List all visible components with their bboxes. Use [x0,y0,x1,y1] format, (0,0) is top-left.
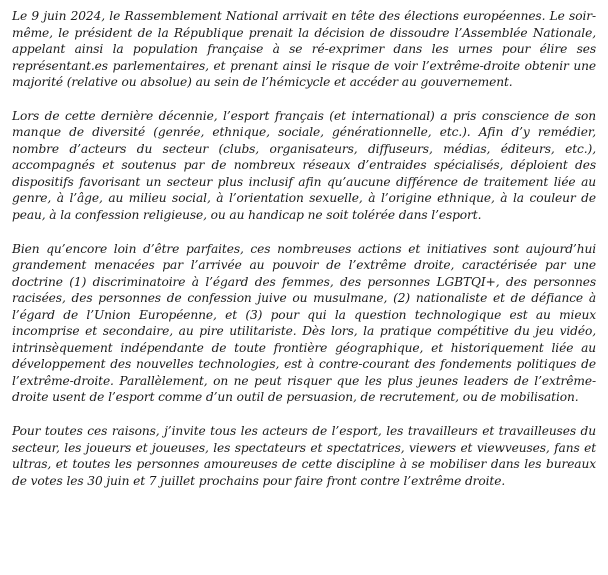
paragraph-call-to-action: Pour toutes ces raisons, j’invite tous les acteurs de l’esport, les travailleurs et travailleuses du secteur, les joueurs et joueuses, les spectateurs et spectatrices, viewers et viewveuses, fans et ultras, et toutes les personnes amoureuses de cette discipline à se mobiliser dans les bureaux de votes les 30 juin et 7 juillet prochains pour faire front contre l’extrême droite. [12,424,596,488]
paragraph-election-context: Le 9 juin 2024, le Rassemblement National arrivait en tête des élections européennes. Le soir-même, le président de la République prenait la décision de dissoudre l’Assemblée Nationale, appelant ainsi la population française à se ré-exprimer dans les urnes pour élire ses représentant.es parlementaires, et prenant ainsi le risque de voir l’extrême-droite obtenir une majorité (relative ou absolue) au sein de l’hémicycle et accéder au gouvernement. [12,9,596,90]
paragraph-esport-diversity: Lors de cette dernière décennie, l’esport français (et international) a pris conscience de son manque de diversité (genrée, ethnique, sociale, générationnelle, etc.). Afin d’y remédier, nombre d’acteurs du secteur (clubs, organisateurs, diffuseurs, médias, éditeurs, etc.), accompagnés et soutenus par de nombreux réseaux d’entraides spécialisés, déploient des dispositifs favorisant un secteur plus inclusif afin qu’aucune différence de traitement liée au genre, à l’âge, au milieu social, à l’orientation sexuelle, à l’origine ethnique, à la couleur de peau, à la confession religieuse, ou au handicap ne soit tolérée dans l’esport. [12,108,596,223]
paragraph-far-right-threat: Bien qu’encore loin d’être parfaites, ces nombreuses actions et initiatives sont aujourd’hui grandement menacées par l’arrivée au pouvoir de l’extrême droite, caractérisée par une doctrine (1) discriminatoire à l’égard des femmes, des personnes LGBTQI+, des personnes racisées, des personnes de confession juive ou musulmane, (2) nationaliste et de défiance à l’égard de l’Union Européenne, et (3) pour qui la question technologique est au mieux incomprise et secondaire, au pire utilitariste. Dès lors, la pratique compétitive du jeu vidéo, intrinsèquement indépendante de toute frontière géographique, et historiquement liée au développement des nouvelles technologies, est à contre-courant des fondements politiques de l’extrême-droite. Parallèlement, on ne peut risquer que les plus jeunes leaders de l’extrême-droite usent de l’esport comme d’un outil de persuasion, de recrutement, ou de mobilisation. [12,241,596,405]
